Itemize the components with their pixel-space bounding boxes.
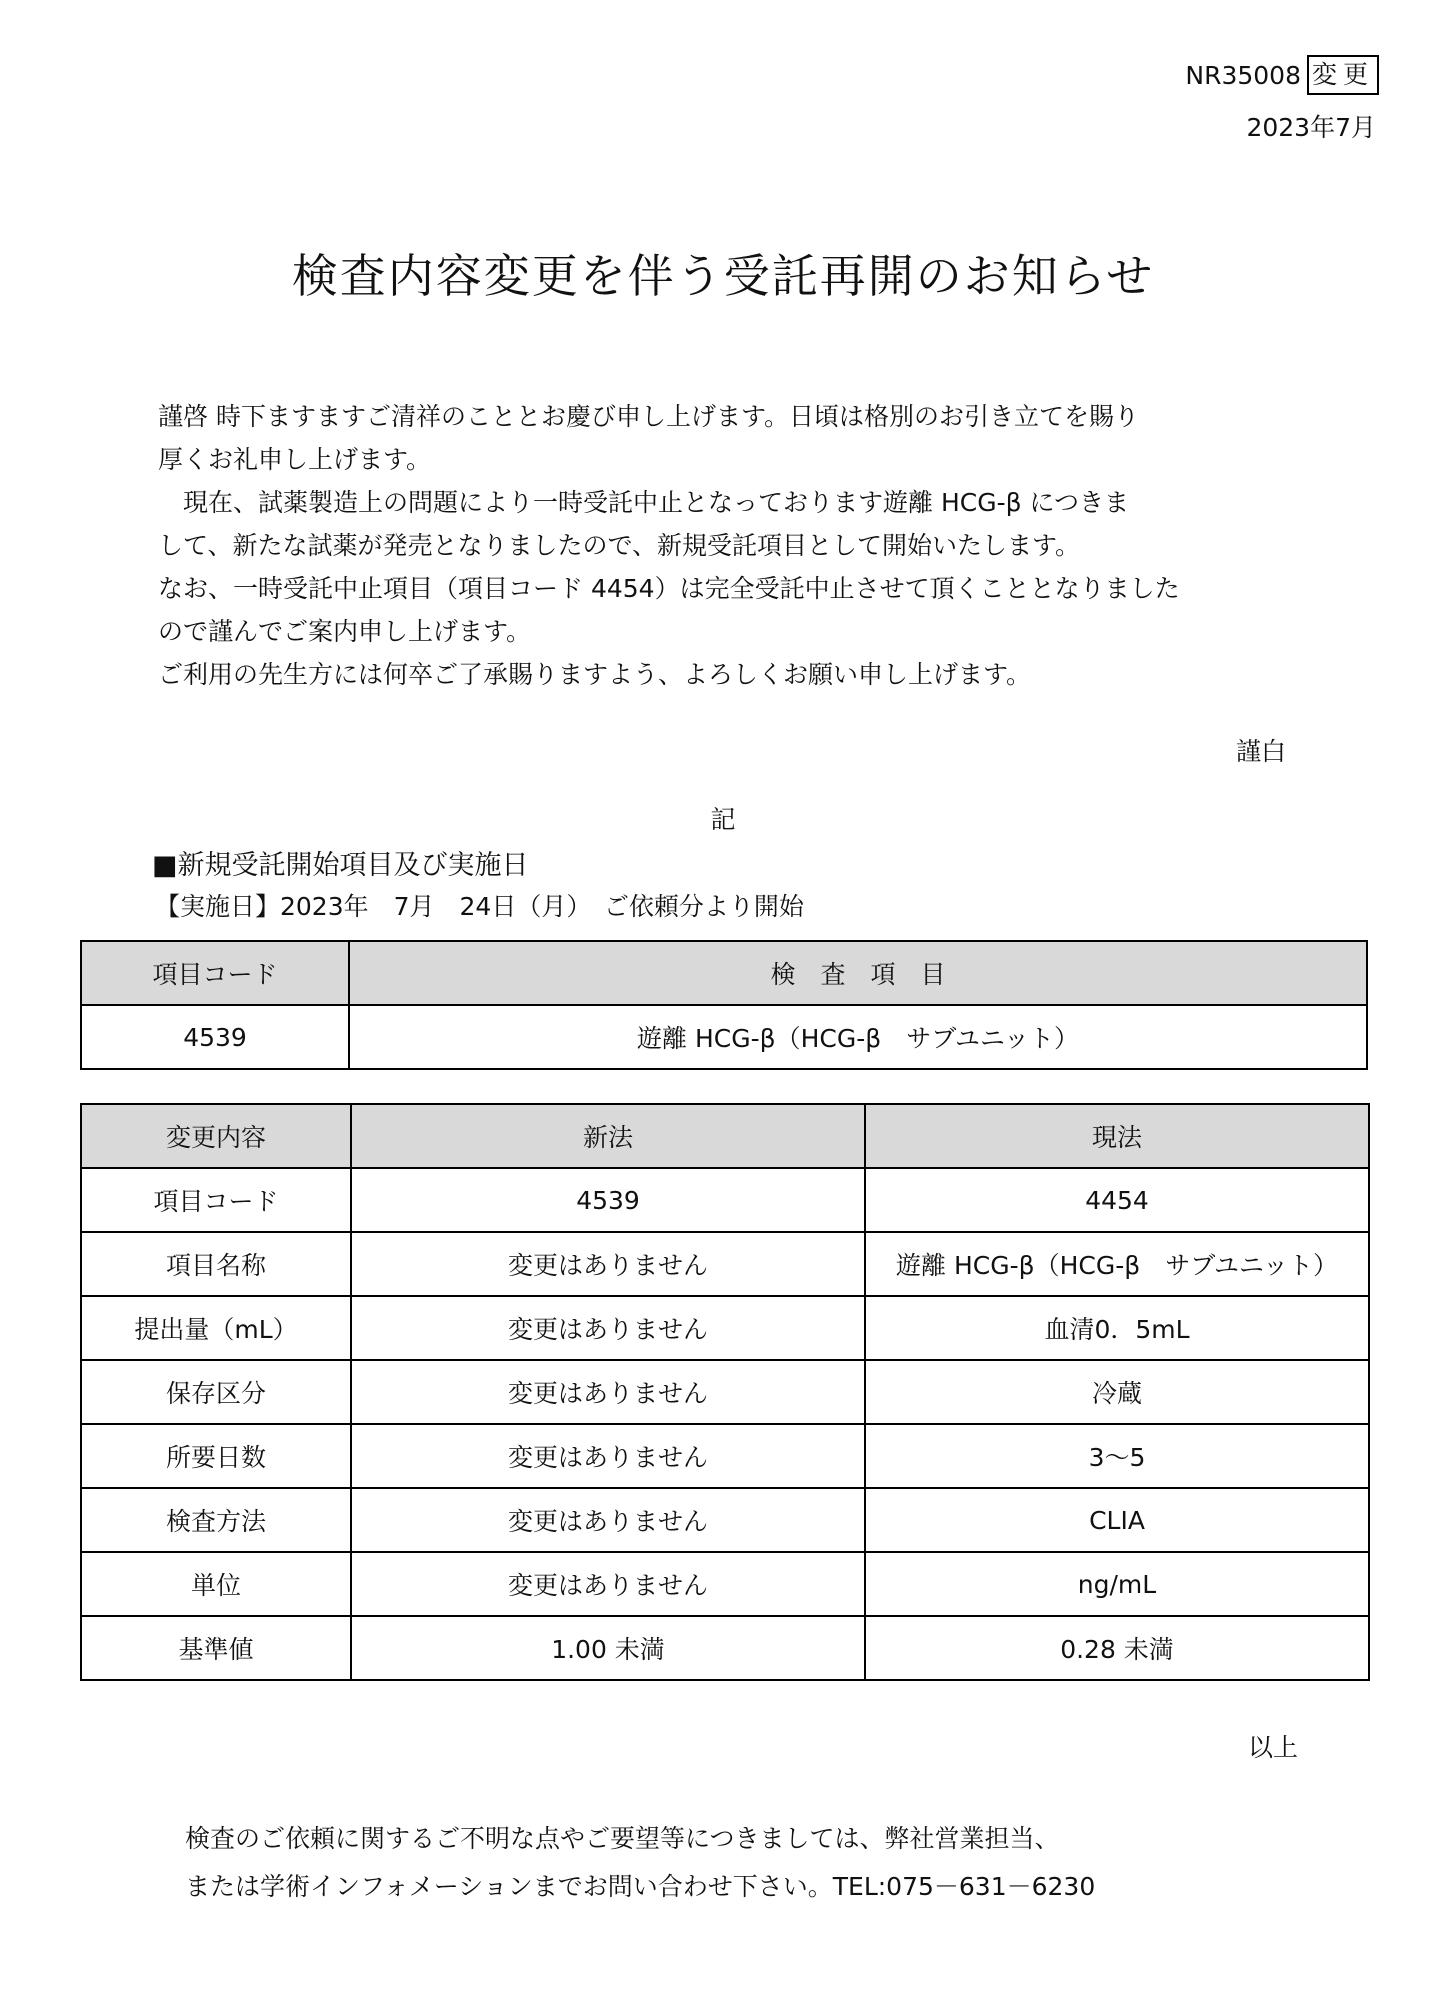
table-cell: 変更はありません (351, 1296, 865, 1360)
letter-body (158, 395, 1308, 696)
body-line: 謹啓 時下ますますご清祥のこととお慶び申し上げます。日頃は格別のお引き立てを賜り (158, 402, 1139, 431)
issue-date: 2023年7月 (1246, 113, 1376, 142)
table-row (81, 1296, 1369, 1360)
document-number-text: NR35008 (1185, 60, 1301, 90)
table-cell: 4539 (351, 1168, 865, 1232)
table-cell: 単位 (81, 1552, 351, 1616)
header-cell: 検 査 項 目 (349, 941, 1367, 1005)
table-cell: 変更はありません (351, 1552, 865, 1616)
table-header-row (81, 941, 1367, 1005)
body-line: して、新たな試薬が発売となりましたので、新規受託項目として開始いたします。 (158, 531, 1081, 560)
body-line: ので謹んでご案内申し上げます。 (158, 617, 532, 646)
table-row (81, 1168, 1369, 1232)
body-line: なお、一時受託中止項目（項目コード 4454）は完全受託中止させて頂くこととなりました (158, 574, 1180, 603)
section-heading: ■新規受託開始項目及び実施日 (152, 850, 529, 881)
table-cell: 血清0．5mL (865, 1296, 1369, 1360)
change-tag: 変更 (1307, 55, 1379, 95)
closing-word: 謹白 (1235, 737, 1286, 766)
item-table (80, 940, 1368, 1070)
table-cell: 遊離 HCG-β（HCG-β サブユニット） (349, 1005, 1367, 1069)
table-cell: 変更はありません (351, 1232, 865, 1296)
table-cell: 所要日数 (81, 1424, 351, 1488)
table-cell: 冷蔵 (865, 1360, 1369, 1424)
table-row (81, 1005, 1367, 1069)
page-title: 検査内容変更を伴う受託再開のお知らせ (291, 249, 1155, 303)
table-cell: 基準値 (81, 1616, 351, 1680)
table-row (81, 1552, 1369, 1616)
table-cell: 項目名称 (81, 1232, 351, 1296)
table-row (81, 1616, 1369, 1680)
table-cell: 変更はありません (351, 1424, 865, 1488)
body-line: ご利用の先生方には何卒ご了承賜りますよう、よろしくお願い申し上げます。 (158, 660, 1032, 689)
contact-footer (185, 1815, 1095, 1911)
implementation-date: 【実施日】2023年 7月 24日（月） ご依頼分より開始 (155, 892, 804, 921)
header-cell: 新法 (351, 1104, 865, 1168)
document-number (1185, 55, 1379, 95)
table-cell: 検査方法 (81, 1488, 351, 1552)
header-cell: 変更内容 (81, 1104, 351, 1168)
footer-line: 検査のご依頼に関するご不明な点やご要望等につきましては、弊社営業担当、 (185, 1824, 1060, 1853)
table-cell: ng/mL (865, 1552, 1369, 1616)
footer-line: または学術インフォメーションまでお問い合わせ下さい。TEL:075－631－6230 (185, 1872, 1096, 1901)
table-cell: 4539 (81, 1005, 349, 1069)
body-line: 現在、試薬製造上の問題により一時受託中止となっております遊離 HCG-β につきま (158, 488, 1129, 517)
table-row (81, 1360, 1369, 1424)
ending-word: 以上 (1247, 1733, 1298, 1762)
table-row (81, 1488, 1369, 1552)
table-cell: CLIA (865, 1488, 1369, 1552)
change-table (80, 1103, 1370, 1681)
ki-mark: 記 (710, 805, 736, 834)
table-cell: 1.00 未満 (351, 1616, 865, 1680)
table-cell: 提出量（mL） (81, 1296, 351, 1360)
table-header-row (81, 1104, 1369, 1168)
table-row (81, 1232, 1369, 1296)
header-cell: 項目コード (81, 941, 349, 1005)
body-line: 厚くお礼申し上げます。 (158, 445, 432, 474)
table-cell: 保存区分 (81, 1360, 351, 1424)
table-cell: 3～5 (865, 1424, 1369, 1488)
table-cell: 変更はありません (351, 1360, 865, 1424)
table-cell: 変更はありません (351, 1488, 865, 1552)
table-row (81, 1424, 1369, 1488)
table-cell: 項目コード (81, 1168, 351, 1232)
header-cell: 現法 (865, 1104, 1369, 1168)
table-cell: 4454 (865, 1168, 1369, 1232)
table-cell: 遊離 HCG-β（HCG-β サブユニット） (865, 1232, 1369, 1296)
table-cell: 0.28 未満 (865, 1616, 1369, 1680)
